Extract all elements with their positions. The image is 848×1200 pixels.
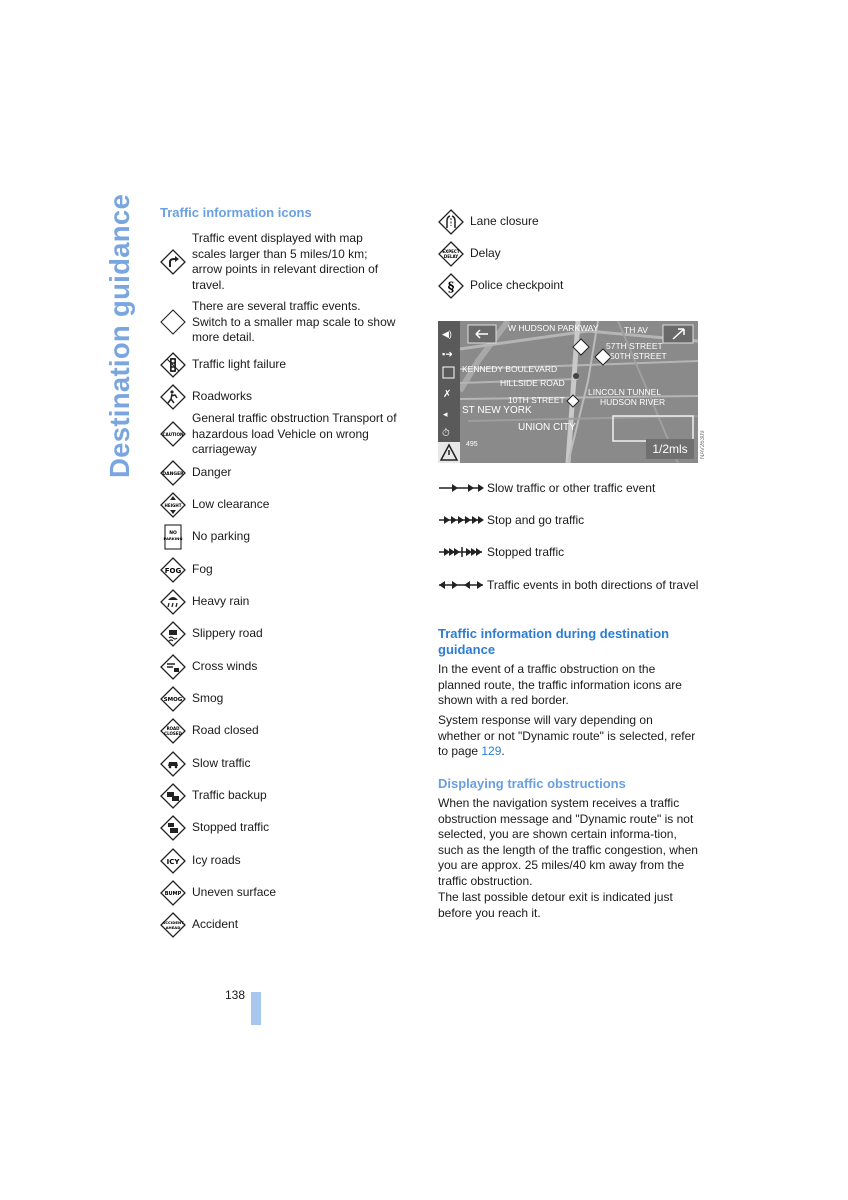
accident-icon xyxy=(160,912,186,938)
smog-icon xyxy=(160,686,186,712)
traffic-icon-label: Slippery road xyxy=(192,626,263,641)
traffic-icon-label: Smog xyxy=(192,691,224,706)
legend-both-directions-label: Traffic events in both directions of travel xyxy=(487,578,699,592)
map-label-hudson-river: HUDSON RIVER xyxy=(600,397,666,407)
stopped-traffic-line-icon xyxy=(438,545,484,560)
traffic-icon-row xyxy=(160,783,405,809)
page-129-link[interactable]: 129 xyxy=(481,744,502,759)
road-closed-icon xyxy=(160,718,186,744)
traffic-icon-label: Roadworks xyxy=(192,389,253,404)
danger-icon xyxy=(160,460,186,486)
slippery-road-icon xyxy=(160,621,186,647)
svg-text:PARKING: PARKING xyxy=(163,536,183,541)
svg-text:⏱: ⏱ xyxy=(442,428,450,439)
map-label-kennedy: KENNEDY BOULEVARD xyxy=(462,364,558,374)
page-marker-bar xyxy=(251,992,261,1025)
svg-text:FOG: FOG xyxy=(164,567,182,575)
no-parking-icon xyxy=(160,524,186,550)
traffic-icon-row xyxy=(160,815,405,841)
map-label-hillside: HILLSIDE ROAD xyxy=(500,378,565,388)
traffic-icon-row xyxy=(160,621,405,647)
legend-both-directions xyxy=(438,578,702,594)
slow-traffic-icon xyxy=(160,751,186,777)
map-sidebar-icons xyxy=(438,321,460,463)
empty-diamond-icon xyxy=(160,309,186,335)
traffic-icon-label: Danger xyxy=(192,465,232,480)
traffic-icon-label: Icy roads xyxy=(192,853,241,868)
section-displaying-obstructions-p2: The last possible detour exit is indicated just before you reach it. xyxy=(438,890,673,920)
map-label-hudson: W HUDSON PARKWAY xyxy=(508,323,599,333)
traffic-icon-label: General traffic obstruction Transport of hazardous load Vehicle on wrong carriageway xyxy=(192,411,397,457)
svg-text:▪➜: ▪➜ xyxy=(442,349,453,359)
section-during-guidance-p1: In the event of a traffic obstruction on the planned route, the traffic information icons are shown with a red border. xyxy=(438,662,682,708)
legend-stop-and-go-label: Stop and go traffic xyxy=(487,513,585,527)
navigation-map-screenshot xyxy=(438,321,698,463)
stop-and-go-line-icon xyxy=(438,513,484,528)
svg-text:SMOG: SMOG xyxy=(163,697,183,703)
traffic-icon-label: Heavy rain xyxy=(192,594,250,609)
traffic-icon-row xyxy=(160,589,405,615)
svg-text:◂: ◂ xyxy=(443,409,448,419)
p2-text: System response will vary depending on whether or not "Dynamic route" is selected, refer to page xyxy=(438,713,696,759)
svg-text:NO: NO xyxy=(169,531,177,536)
section-heading-during-guidance: Traffic information during destination guidance xyxy=(438,626,670,657)
svg-text:ROAD: ROAD xyxy=(166,726,180,731)
police-checkpoint-row xyxy=(438,273,563,299)
svg-text:◀): ◀) xyxy=(442,329,452,339)
map-label-tenth: 10TH STREET xyxy=(508,395,565,405)
traffic-icon-label: Fog xyxy=(192,562,213,577)
turn-arrow-icon xyxy=(160,249,186,275)
page-number: 138 xyxy=(225,988,246,1002)
section-during-guidance-p2 xyxy=(438,713,698,760)
svg-text:DELAY: DELAY xyxy=(443,254,459,259)
traffic-icon-row xyxy=(160,654,405,680)
bump-icon xyxy=(160,880,186,906)
lane-closure-label: Lane closure xyxy=(470,214,539,229)
traffic-icon-row xyxy=(160,411,405,458)
image-code: NAV26309 xyxy=(700,430,706,459)
slow-traffic-line-icon xyxy=(438,481,484,496)
svg-text:EXPECT: EXPECT xyxy=(442,249,460,254)
traffic-icon-row xyxy=(160,524,405,550)
traffic-icon-label: Traffic event displayed with map scales larger than 5 miles/10 km; arrow points in relevant direction of travel. xyxy=(192,231,379,292)
police-checkpoint-label: Police checkpoint xyxy=(470,278,564,293)
traffic-icon-row xyxy=(160,880,405,906)
traffic-icon-label: Accident xyxy=(192,917,239,932)
traffic-light-icon xyxy=(160,352,186,378)
map-scale: 1/2mls xyxy=(646,439,694,459)
caution-icon xyxy=(160,421,186,447)
lane-closure-icon xyxy=(438,209,464,235)
traffic-icons-heading: Traffic information icons xyxy=(160,205,312,220)
traffic-icon-label: Slow traffic xyxy=(192,756,251,771)
police-checkpoint-icon xyxy=(438,273,464,299)
map-label-57th: 57TH STREET xyxy=(606,341,663,351)
map-label-road-number: 495 xyxy=(466,441,478,448)
map-label-st-new-york: ST NEW YORK xyxy=(462,405,532,416)
section-heading-displaying-obstructions: Displaying traffic obstructions xyxy=(438,776,626,791)
traffic-icon-label: There are several traffic events. Switch to a smaller map scale to show more detail. xyxy=(192,299,396,345)
svg-text:AHEAD: AHEAD xyxy=(165,925,181,930)
traffic-icon-row xyxy=(160,751,405,777)
delay-row xyxy=(438,241,501,267)
traffic-icon-label: Road closed xyxy=(192,723,259,738)
traffic-backup-icon xyxy=(160,783,186,809)
map-label-lincoln: LINCOLN TUNNEL xyxy=(588,387,662,397)
section-displaying-obstructions-p1: When the navigation system receives a traffic obstruction message and "Dynamic route" is not selected, you are shown certain informa-tion, such as the length of the traffic congestion, when you are approx. 25 miles/40 km away from the traffic obstruction. xyxy=(438,796,698,888)
delay-label: Delay xyxy=(470,246,501,261)
traffic-icon-label: Traffic backup xyxy=(192,788,267,803)
traffic-icon-row xyxy=(160,492,405,518)
fog-icon xyxy=(160,557,186,583)
traffic-icon-row xyxy=(160,912,405,938)
map-sidebar xyxy=(438,321,460,463)
legend-slow-traffic xyxy=(438,481,702,497)
cross-winds-icon xyxy=(160,654,186,680)
traffic-icon-label: Low clearance xyxy=(192,497,270,512)
map-label-th-av: TH AV xyxy=(624,325,648,335)
icy-roads-icon xyxy=(160,848,186,874)
legend-stopped-traffic xyxy=(438,545,702,561)
map-label-50th: 50TH STREET xyxy=(610,351,667,361)
traffic-icon-row xyxy=(160,231,405,293)
traffic-icon-label: Traffic light failure xyxy=(192,357,287,372)
roadworks-icon xyxy=(160,384,186,410)
traffic-icon-label: Cross winds xyxy=(192,659,258,674)
traffic-icon-label: Uneven surface xyxy=(192,885,277,900)
delay-icon xyxy=(438,241,464,267)
svg-text:BUMP: BUMP xyxy=(164,891,182,897)
legend-slow-traffic-label: Slow traffic or other traffic event xyxy=(487,481,656,495)
traffic-icon-row xyxy=(160,352,405,378)
both-directions-line-icon xyxy=(438,578,484,593)
traffic-icon-row xyxy=(160,686,405,712)
traffic-icon-row xyxy=(160,384,405,410)
traffic-icon-label: No parking xyxy=(192,529,251,544)
traffic-icon-row xyxy=(160,460,405,486)
legend-stop-and-go xyxy=(438,513,702,529)
legend-stopped-traffic-label: Stopped traffic xyxy=(487,545,565,559)
traffic-icon-label: Stopped traffic xyxy=(192,820,270,835)
traffic-icon-row xyxy=(160,299,405,346)
svg-text:§: § xyxy=(447,280,455,295)
lane-closure-row xyxy=(438,209,539,235)
svg-text:HEIGHT: HEIGHT xyxy=(164,503,182,508)
svg-text:DANGER: DANGER xyxy=(162,472,184,477)
traffic-icon-row xyxy=(160,557,405,583)
svg-text:CAUTION: CAUTION xyxy=(162,432,184,438)
svg-text:ACCIDENT: ACCIDENT xyxy=(162,920,184,925)
traffic-icon-row xyxy=(160,718,405,744)
chapter-side-title: Destination guidance xyxy=(104,193,135,478)
svg-text:ICY: ICY xyxy=(166,858,180,866)
p2-end: . xyxy=(501,744,505,759)
traffic-icon-row xyxy=(160,848,405,874)
map-label-union-city: UNION CITY xyxy=(518,422,576,433)
svg-text:✗: ✗ xyxy=(443,389,452,400)
height-icon xyxy=(160,492,186,518)
stopped-traffic-icon xyxy=(160,815,186,841)
svg-text:CLOSED: CLOSED xyxy=(164,731,182,736)
heavy-rain-icon xyxy=(160,589,186,615)
